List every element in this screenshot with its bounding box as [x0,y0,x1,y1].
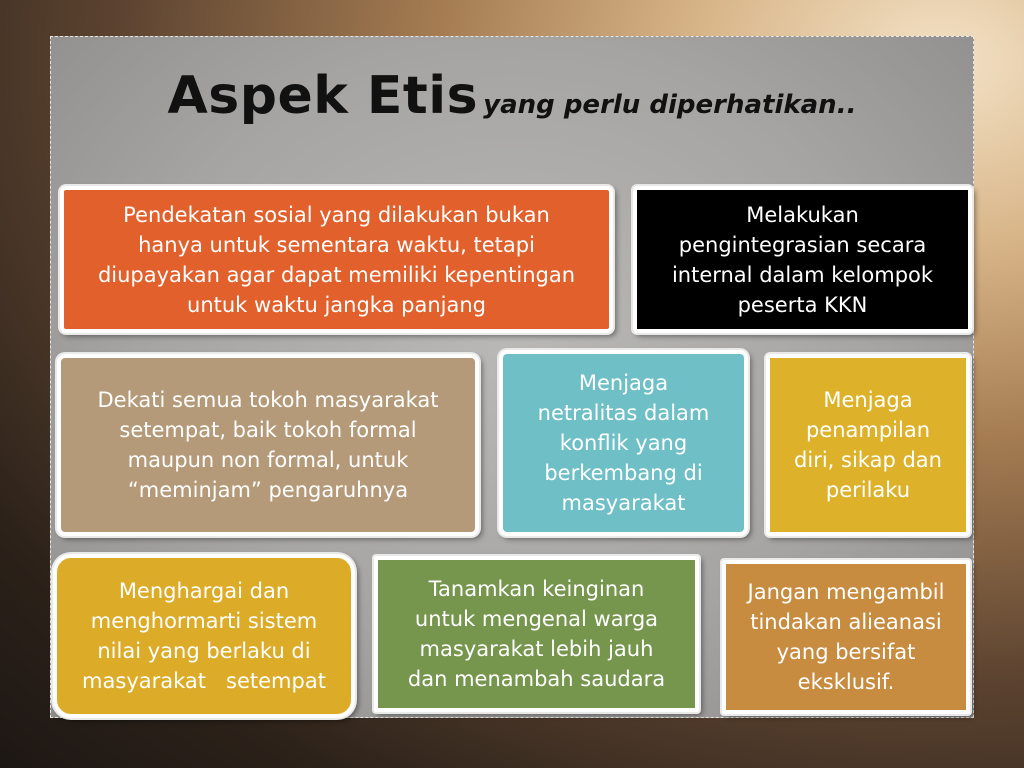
card-line: Jangan mengambil [747,580,945,604]
card-tanamkan-keinginan [374,556,699,712]
card-line: Menjaga [823,388,913,412]
card-line: maupun non formal, untuk [127,448,409,472]
card-line: masyarakat [561,491,686,515]
card-line: penampilan [805,418,931,442]
card-line: internal dalam kelompok [671,262,934,287]
card-line: Pendekatan sosial yang dilakukan bukan [123,202,550,227]
card-tokoh-masyarakat [57,354,479,536]
card-line: dan menambah saudara [407,667,666,691]
card-line: konflik yang [559,431,688,455]
card-line: Menjaga [578,371,669,395]
card-line: hanya untuk sementara waktu, tetapi [138,232,535,257]
card-menghargai-sistem-nilai [53,554,355,718]
card-pendekatan-sosial [60,186,613,333]
card-netralitas [499,350,748,536]
card-jangan-alienasi [722,560,970,714]
card-line: Tanamkan keinginan [428,577,645,601]
card-line: diupayakan agar dapat memiliki kepentingan [97,262,576,287]
card-penampilan [766,354,970,536]
card-line: diri, sikap dan [794,448,942,472]
card-line: untuk waktu jangka panjang [187,292,486,317]
card-line: tindakan alieanasi [750,610,942,634]
card-line: Dekati semua tokoh masyarakat [97,388,439,412]
card-line: Melakukan [746,202,859,227]
card-line: peserta KKN [737,292,868,317]
card-line: setempat, baik tokoh formal [119,418,417,442]
card-line: yang bersifat [776,640,916,664]
card-line: menghormarti sistem [90,609,318,633]
card-line: untuk mengenal warga [414,607,659,631]
card-line: perilaku [825,478,911,502]
title-main: Aspek Etis [167,66,479,126]
card-line: eksklusif. [797,670,895,694]
card-line: berkembang di [544,461,703,485]
card-pengintegrasian [633,186,972,333]
card-line: nilai yang berlaku di [97,639,311,663]
card-line: “meminjam” pengaruhnya [127,478,409,502]
card-line: netralitas dalam [537,401,710,425]
title-sub: yang perlu diperhatikan.. [483,90,857,120]
card-line: pengintegrasian secara [678,232,927,257]
slide-title [0,66,1024,126]
card-line: masyarakat lebih jauh [419,637,654,661]
card-line: masyarakat setempat [82,669,326,693]
card-line: Menghargai dan [118,579,290,603]
